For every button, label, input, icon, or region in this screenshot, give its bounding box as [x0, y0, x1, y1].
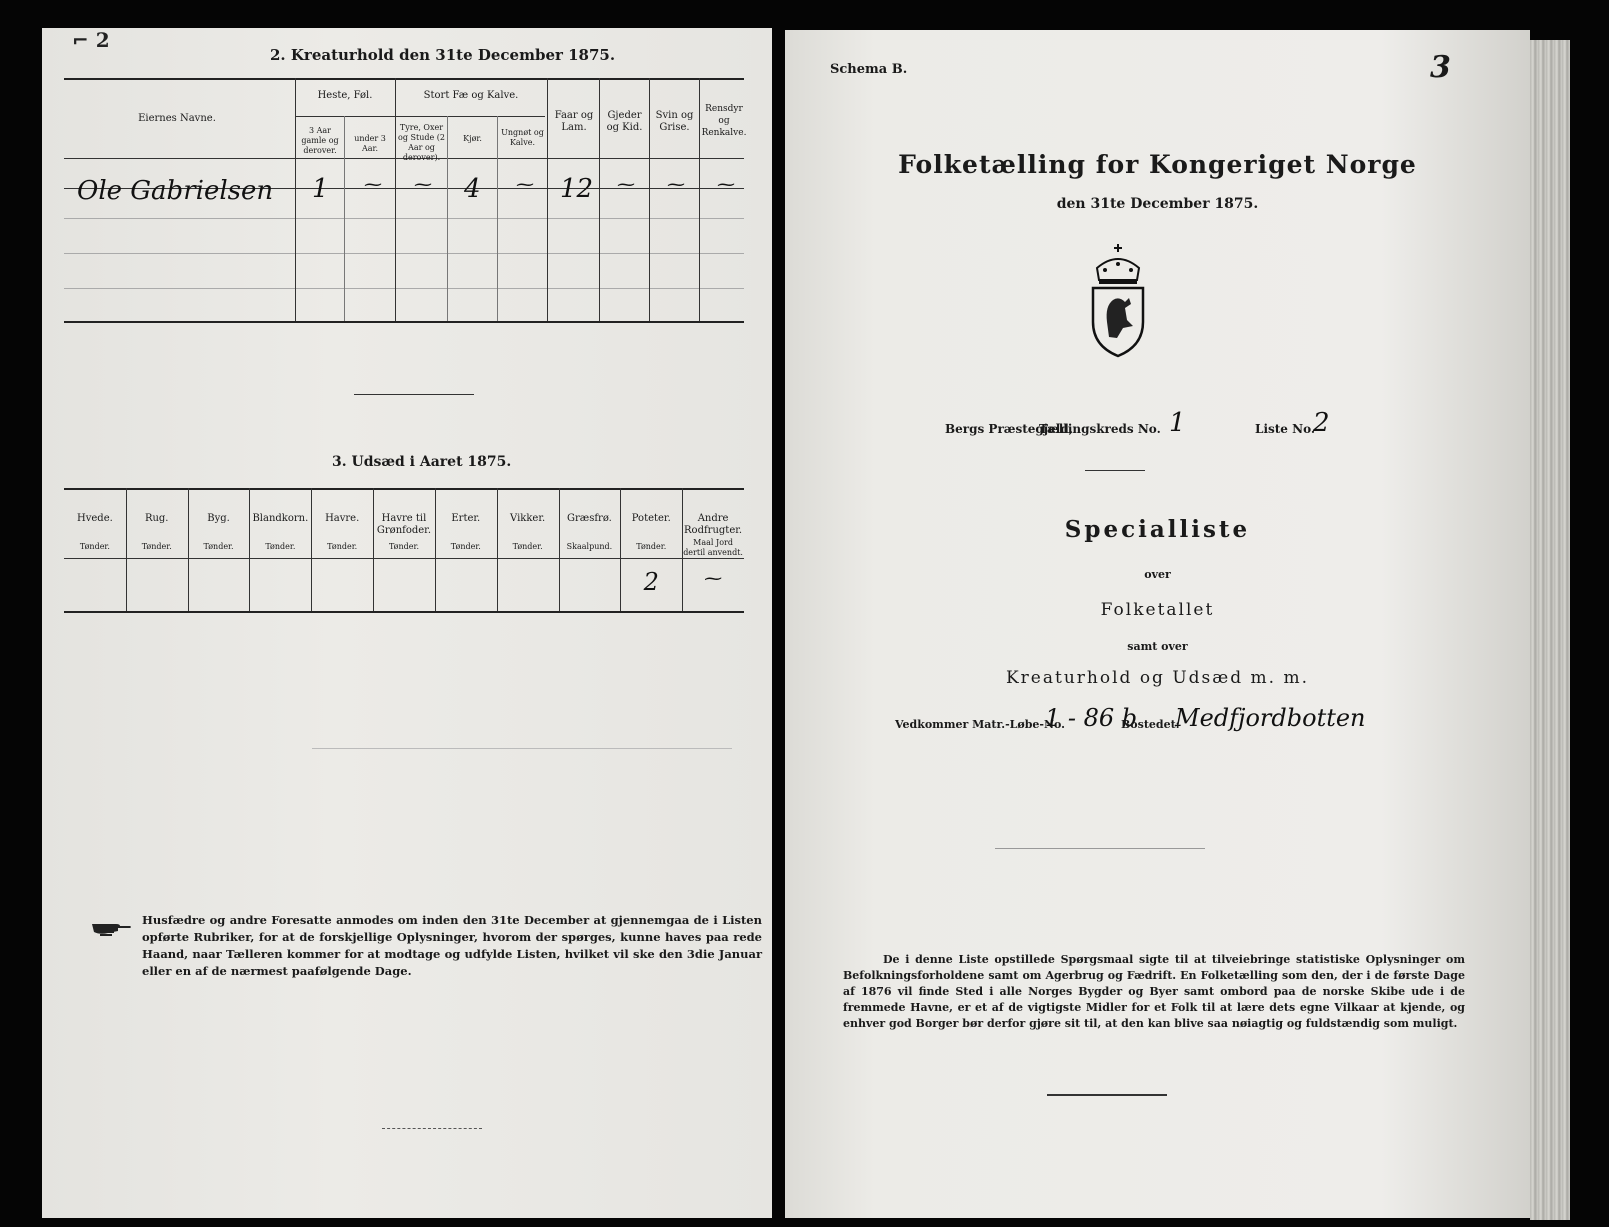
- value-gjeder: ⁓: [617, 174, 635, 195]
- left-page: [42, 28, 772, 1218]
- bosted-label: Bostedet:: [1121, 718, 1180, 731]
- main-title: Folketælling for Kongeriget Norge: [898, 150, 1417, 179]
- value-faar: 12: [560, 174, 594, 204]
- header-svin: Svin og Grise.: [655, 110, 694, 133]
- seed-header-name: Rug.: [144, 513, 169, 524]
- header-stort: Stort Fæ og Kalve.: [423, 90, 519, 101]
- header-faar: Faar og Lam.: [554, 110, 594, 133]
- owner-name: Ole Gabrielsen: [77, 176, 274, 206]
- matr-label: Vedkommer Matr.-Løbe-No.: [895, 718, 1065, 731]
- folketallet-label: Folketallet: [1100, 600, 1215, 620]
- seed-value: 2: [643, 568, 659, 596]
- section2-title: 2. Kreaturhold den 31te December 1875.: [270, 46, 616, 64]
- seed-header-name: Hvede.: [77, 513, 113, 524]
- kreaturhold-label: Kreaturhold og Udsæd m. m.: [1005, 668, 1309, 688]
- header-heste-a: 3 Aar gamle og derover.: [301, 126, 339, 155]
- bosted-value: Medfjordbotten: [1175, 704, 1366, 732]
- kreds-value: 1: [1169, 408, 1186, 438]
- samt-over-label: samt over: [1127, 640, 1188, 653]
- value-stort-c: ⁓: [516, 174, 534, 195]
- kreds-label: Tællingskreds No.: [1039, 422, 1161, 436]
- seed-value: ⁓: [704, 568, 723, 589]
- liste-label: Liste No.: [1255, 422, 1316, 436]
- header-heste-b: under 3 Aar.: [354, 134, 386, 153]
- value-heste-b: ⁓: [364, 174, 382, 195]
- schema-label: Schema B.: [830, 62, 908, 77]
- divider-faint: [312, 748, 732, 749]
- top-marks: ⌐ 2: [72, 28, 110, 52]
- divider-right-3: [1047, 1094, 1167, 1096]
- seed-header-unit: Tønder.: [512, 542, 543, 551]
- right-page: [785, 30, 1530, 1218]
- seed-header-unit: Tønder.: [388, 542, 419, 551]
- header-stort-b: Kjør.: [463, 134, 482, 143]
- seed-header-name: Havre.: [325, 513, 360, 524]
- seed-header-name: Andre Rodfrugter.: [684, 513, 743, 536]
- divider-1: [354, 394, 474, 395]
- book-edge: [1530, 40, 1570, 1220]
- header-heste: Heste, Føl.: [317, 90, 373, 101]
- value-stort-a: ⁓: [414, 174, 432, 195]
- liste-value: 2: [1313, 408, 1330, 438]
- divider-right-1: [1085, 470, 1145, 471]
- main-date: den 31te December 1875.: [1056, 196, 1259, 212]
- seed-header-unit: Tønder.: [141, 542, 172, 551]
- seed-header-unit: Tønder.: [79, 542, 110, 551]
- over-label: over: [1144, 568, 1171, 581]
- seed-header-unit: Maal Jord dertil anvendt.: [683, 538, 743, 557]
- seed-header-name: Havre til Grønfoder.: [376, 513, 432, 536]
- seed-header-name: Byg.: [207, 513, 230, 524]
- matr-value: 1 - 86 b: [1045, 704, 1138, 732]
- header-gjeder: Gjeder og Kid.: [606, 110, 643, 133]
- header-stort-a: Tyre, Oxer og Stude (2 Aar og derover).: [398, 123, 445, 162]
- prestegjeld: Bergs Præstegjeld,: [945, 422, 1073, 436]
- seed-header-unit: Tønder.: [450, 542, 481, 551]
- header-rensdyr: Rensdyr og Renkalve.: [701, 104, 747, 138]
- pointing-hand-icon: [90, 916, 132, 938]
- page-number: 3: [1430, 50, 1451, 85]
- seed-header-unit: Skaalpund.: [566, 542, 613, 551]
- norwegian-coat-of-arms-icon: [1087, 242, 1149, 360]
- seed-header-name: Vikker.: [510, 513, 546, 524]
- seed-header-name: Blandkorn.: [252, 513, 309, 524]
- header-owner: Eiernes Navne.: [138, 113, 216, 124]
- seed-header-name: Poteter.: [631, 513, 671, 524]
- seed-header-unit: Tønder.: [327, 542, 358, 551]
- footer-text: De i denne Liste opstillede Spørgsmaal sigte til at tilveiebringe statistiske Oplysninger om Befolkningsforholdene samt om Agerbrug og Fædrift. En Folketælling som den, der i de første Dage af 1876 vil finde Sted i alle Norges Bygder og Byer samt ombord paa de norske Skibe ude i de fremmede Havne, er et af de vigtigste Midler for et Folk til at lære dets egne Vilkaar at kjende, og enhver god Borger bør derfor gjøre sit til, at den kan blive saa nøiagtig og fuldstændig som muligt.: [843, 953, 1465, 1030]
- seed-header-name: Erter.: [451, 513, 481, 524]
- seed-header-unit: Tønder.: [265, 542, 296, 551]
- divider-bottom: [382, 1128, 482, 1130]
- specialliste-title: Specialliste: [1064, 516, 1251, 543]
- notice-text: Husfædre og andre Foresatte anmodes om inden den 31te December at gjennemgaa de i Listen opførte Rubriker, for at de forskjellige Oplysninger, hvorom der spørges, kunne haves paa rede Haand, naar Tælleren kommer for at modtage og udfylde Listen, hvilket vil ske den 3die Januar eller en af de nærmest paafølgende Dage.: [142, 913, 762, 978]
- section3-title: 3. Udsæd i Aaret 1875.: [332, 454, 512, 470]
- header-stort-c: Ungnøt og Kalve.: [501, 128, 544, 147]
- seed-header-unit: Tønder.: [636, 542, 667, 551]
- seed-header-unit: Tønder.: [203, 542, 234, 551]
- divider-right-2: [995, 848, 1205, 849]
- value-heste-a: 1: [312, 174, 329, 204]
- value-svin: ⁓: [667, 174, 685, 195]
- value-rensdyr: ⁓: [717, 174, 735, 195]
- seed-header-name: Græsfrø.: [567, 513, 612, 524]
- value-stort-b: 4: [464, 174, 481, 204]
